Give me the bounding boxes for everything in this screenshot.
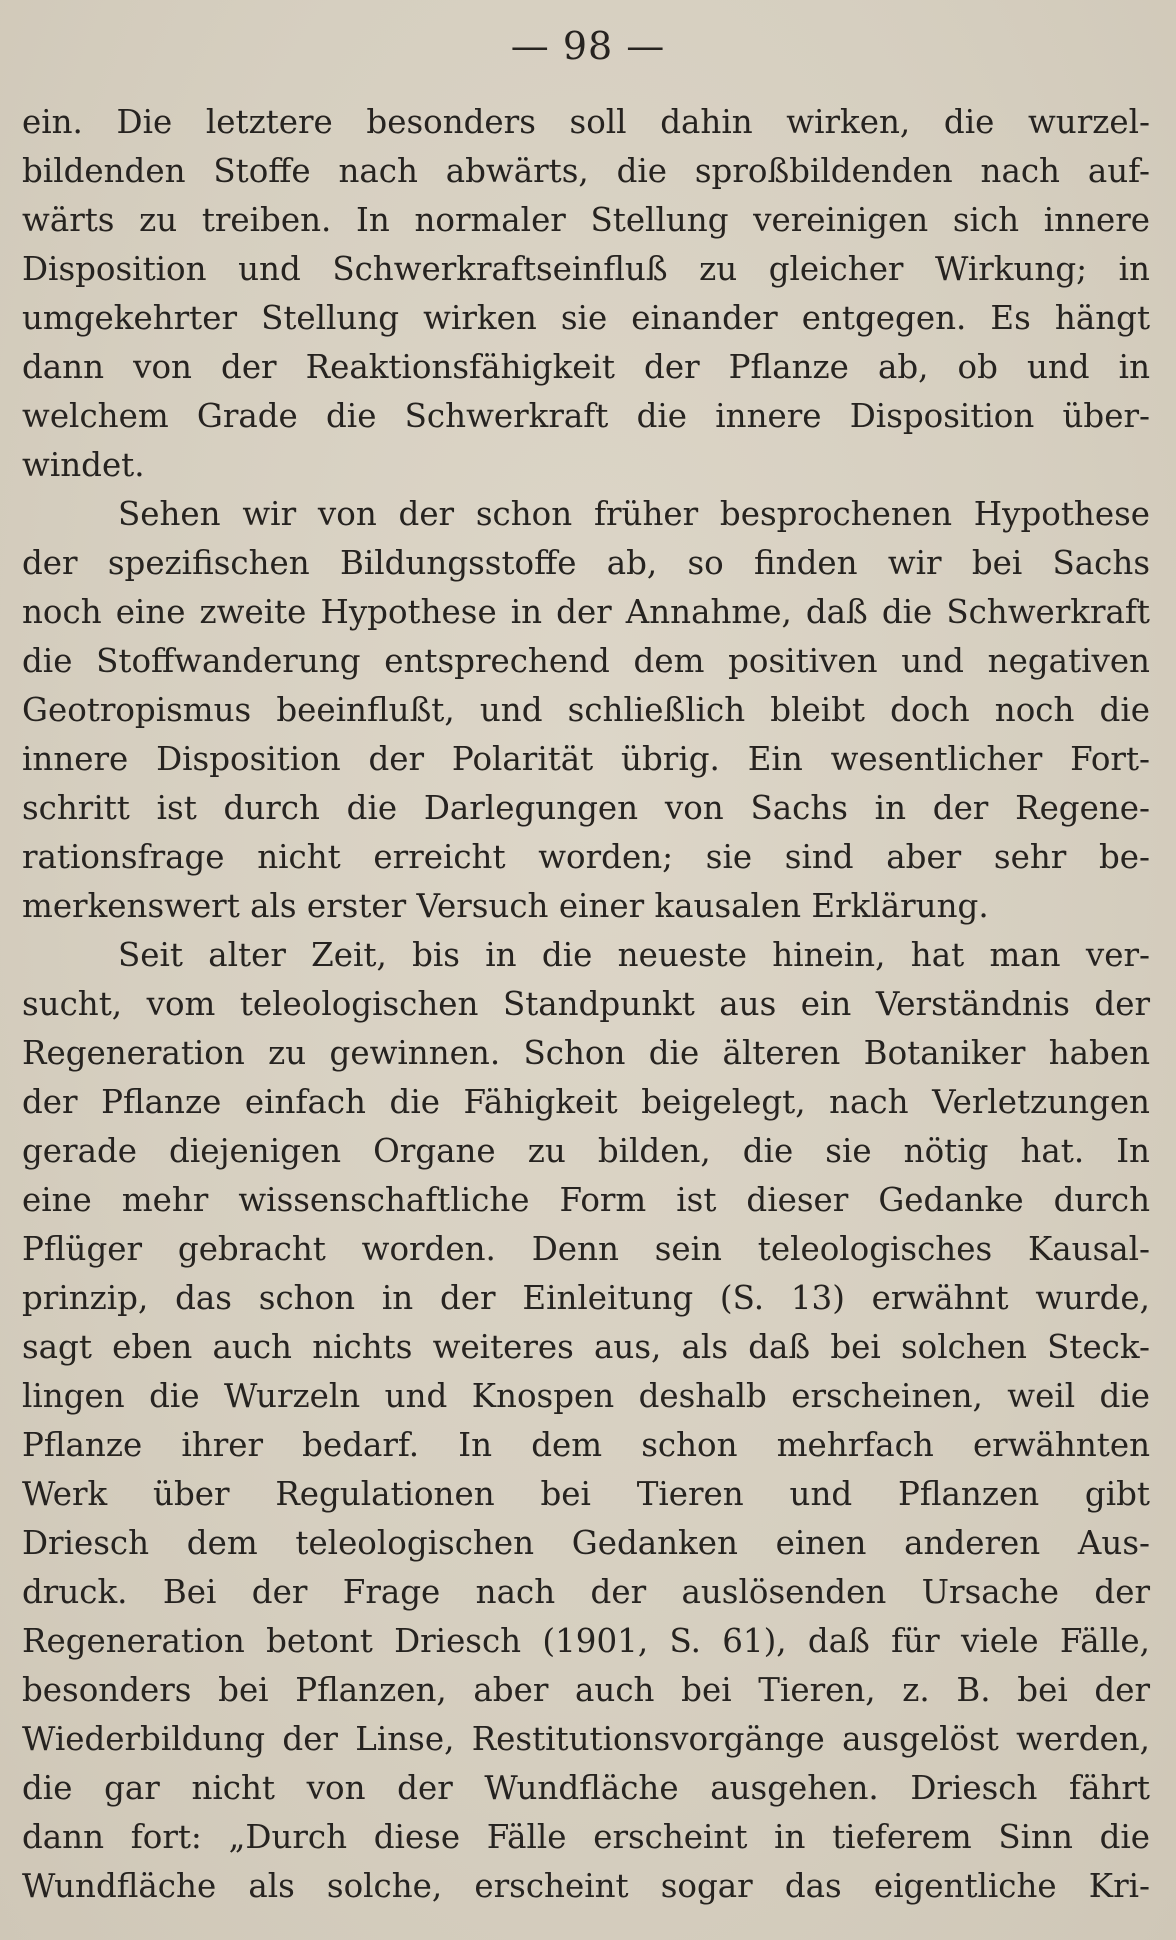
text-line: welchem Grade die Schwerkraft die innere Disposition über- [22, 397, 1150, 435]
text-line: ein. Die letztere besonders soll dahin wirken, die wurzel- [22, 103, 1150, 141]
text-line: gerade diejenigen Organe zu bilden, die sie nötig hat. In [22, 1132, 1150, 1170]
text-line: Regeneration betont Driesch (1901, S. 61), daß für viele Fälle, [22, 1622, 1150, 1660]
text-line: windet. [22, 446, 145, 484]
page-number: — 98 — [510, 24, 666, 68]
text-line: Pflüger gebracht worden. Denn sein teleologisches Kausal- [22, 1230, 1150, 1268]
text-line: schritt ist durch die Darlegungen von Sachs in der Regene- [22, 789, 1150, 827]
text-line: Sehen wir von der schon früher besprochenen Hypothese [118, 495, 1150, 533]
text-line: wärts zu treiben. In normaler Stellung vereinigen sich innere [22, 201, 1150, 239]
text-line: innere Disposition der Polarität übrig. Ein wesentlicher Fort- [22, 740, 1150, 778]
text-line: Pflanze ihrer bedarf. In dem schon mehrfach erwähnten [22, 1426, 1150, 1464]
text-line: rationsfrage nicht erreicht worden; sie sind aber sehr be- [22, 838, 1150, 876]
text-line: die Stoffwanderung entsprechend dem positiven und negativen [22, 642, 1150, 680]
text-line: prinzip, das schon in der Einleitung (S. 13) erwähnt wurde, [22, 1279, 1150, 1317]
text-line: Wiederbildung der Linse, Restitutionsvorgänge ausgelöst werden, [22, 1720, 1150, 1758]
body-text [22, 98, 1150, 1911]
text-line: Geotropismus beeinflußt, und schließlich bleibt doch noch die [22, 691, 1150, 729]
text-line: Disposition und Schwerkraftseinfluß zu gleicher Wirkung; in [22, 250, 1150, 288]
text-line: lingen die Wurzeln und Knospen deshalb erscheinen, weil die [22, 1377, 1150, 1415]
text-line: besonders bei Pflanzen, aber auch bei Tieren, z. B. bei der [22, 1671, 1150, 1709]
text-line: umgekehrter Stellung wirken sie einander entgegen. Es hängt [22, 299, 1150, 337]
text-line: merkenswert als erster Versuch einer kausalen Erklärung. [22, 887, 989, 925]
text-line: Regeneration zu gewinnen. Schon die älteren Botaniker haben [22, 1034, 1150, 1072]
text-line: dann von der Reaktionsfähigkeit der Pflanze ab, ob und in [22, 348, 1150, 386]
text-line: der Pflanze einfach die Fähigkeit beigelegt, nach Verletzungen [22, 1083, 1150, 1121]
text-line: bildenden Stoffe nach abwärts, die sproßbildenden nach auf- [22, 152, 1150, 190]
text-line: Seit alter Zeit, bis in die neueste hinein, hat man ver- [118, 936, 1150, 974]
text-line: Werk über Regulationen bei Tieren und Pflanzen gibt [22, 1475, 1150, 1513]
text-line: sagt eben auch nichts weiteres aus, als daß bei solchen Steck- [22, 1328, 1150, 1366]
text-line: eine mehr wissenschaftliche Form ist dieser Gedanke durch [22, 1181, 1150, 1219]
text-line: die gar nicht von der Wundfläche ausgehen. Driesch fährt [22, 1769, 1150, 1807]
text-line: noch eine zweite Hypothese in der Annahme, daß die Schwerkraft [22, 593, 1150, 631]
text-line: druck. Bei der Frage nach der auslösenden Ursache der [22, 1573, 1150, 1611]
text-line: Wundfläche als solche, erscheint sogar das eigentliche Kri- [22, 1867, 1150, 1905]
text-line: der spezifischen Bildungsstoffe ab, so finden wir bei Sachs [22, 544, 1150, 582]
text-line: dann fort: „Durch diese Fälle erscheint in tieferem Sinn die [22, 1818, 1150, 1856]
text-line: Driesch dem teleologischen Gedanken einen anderen Aus- [22, 1524, 1150, 1562]
text-line: sucht, vom teleologischen Standpunkt aus ein Verständnis der [22, 985, 1150, 1023]
